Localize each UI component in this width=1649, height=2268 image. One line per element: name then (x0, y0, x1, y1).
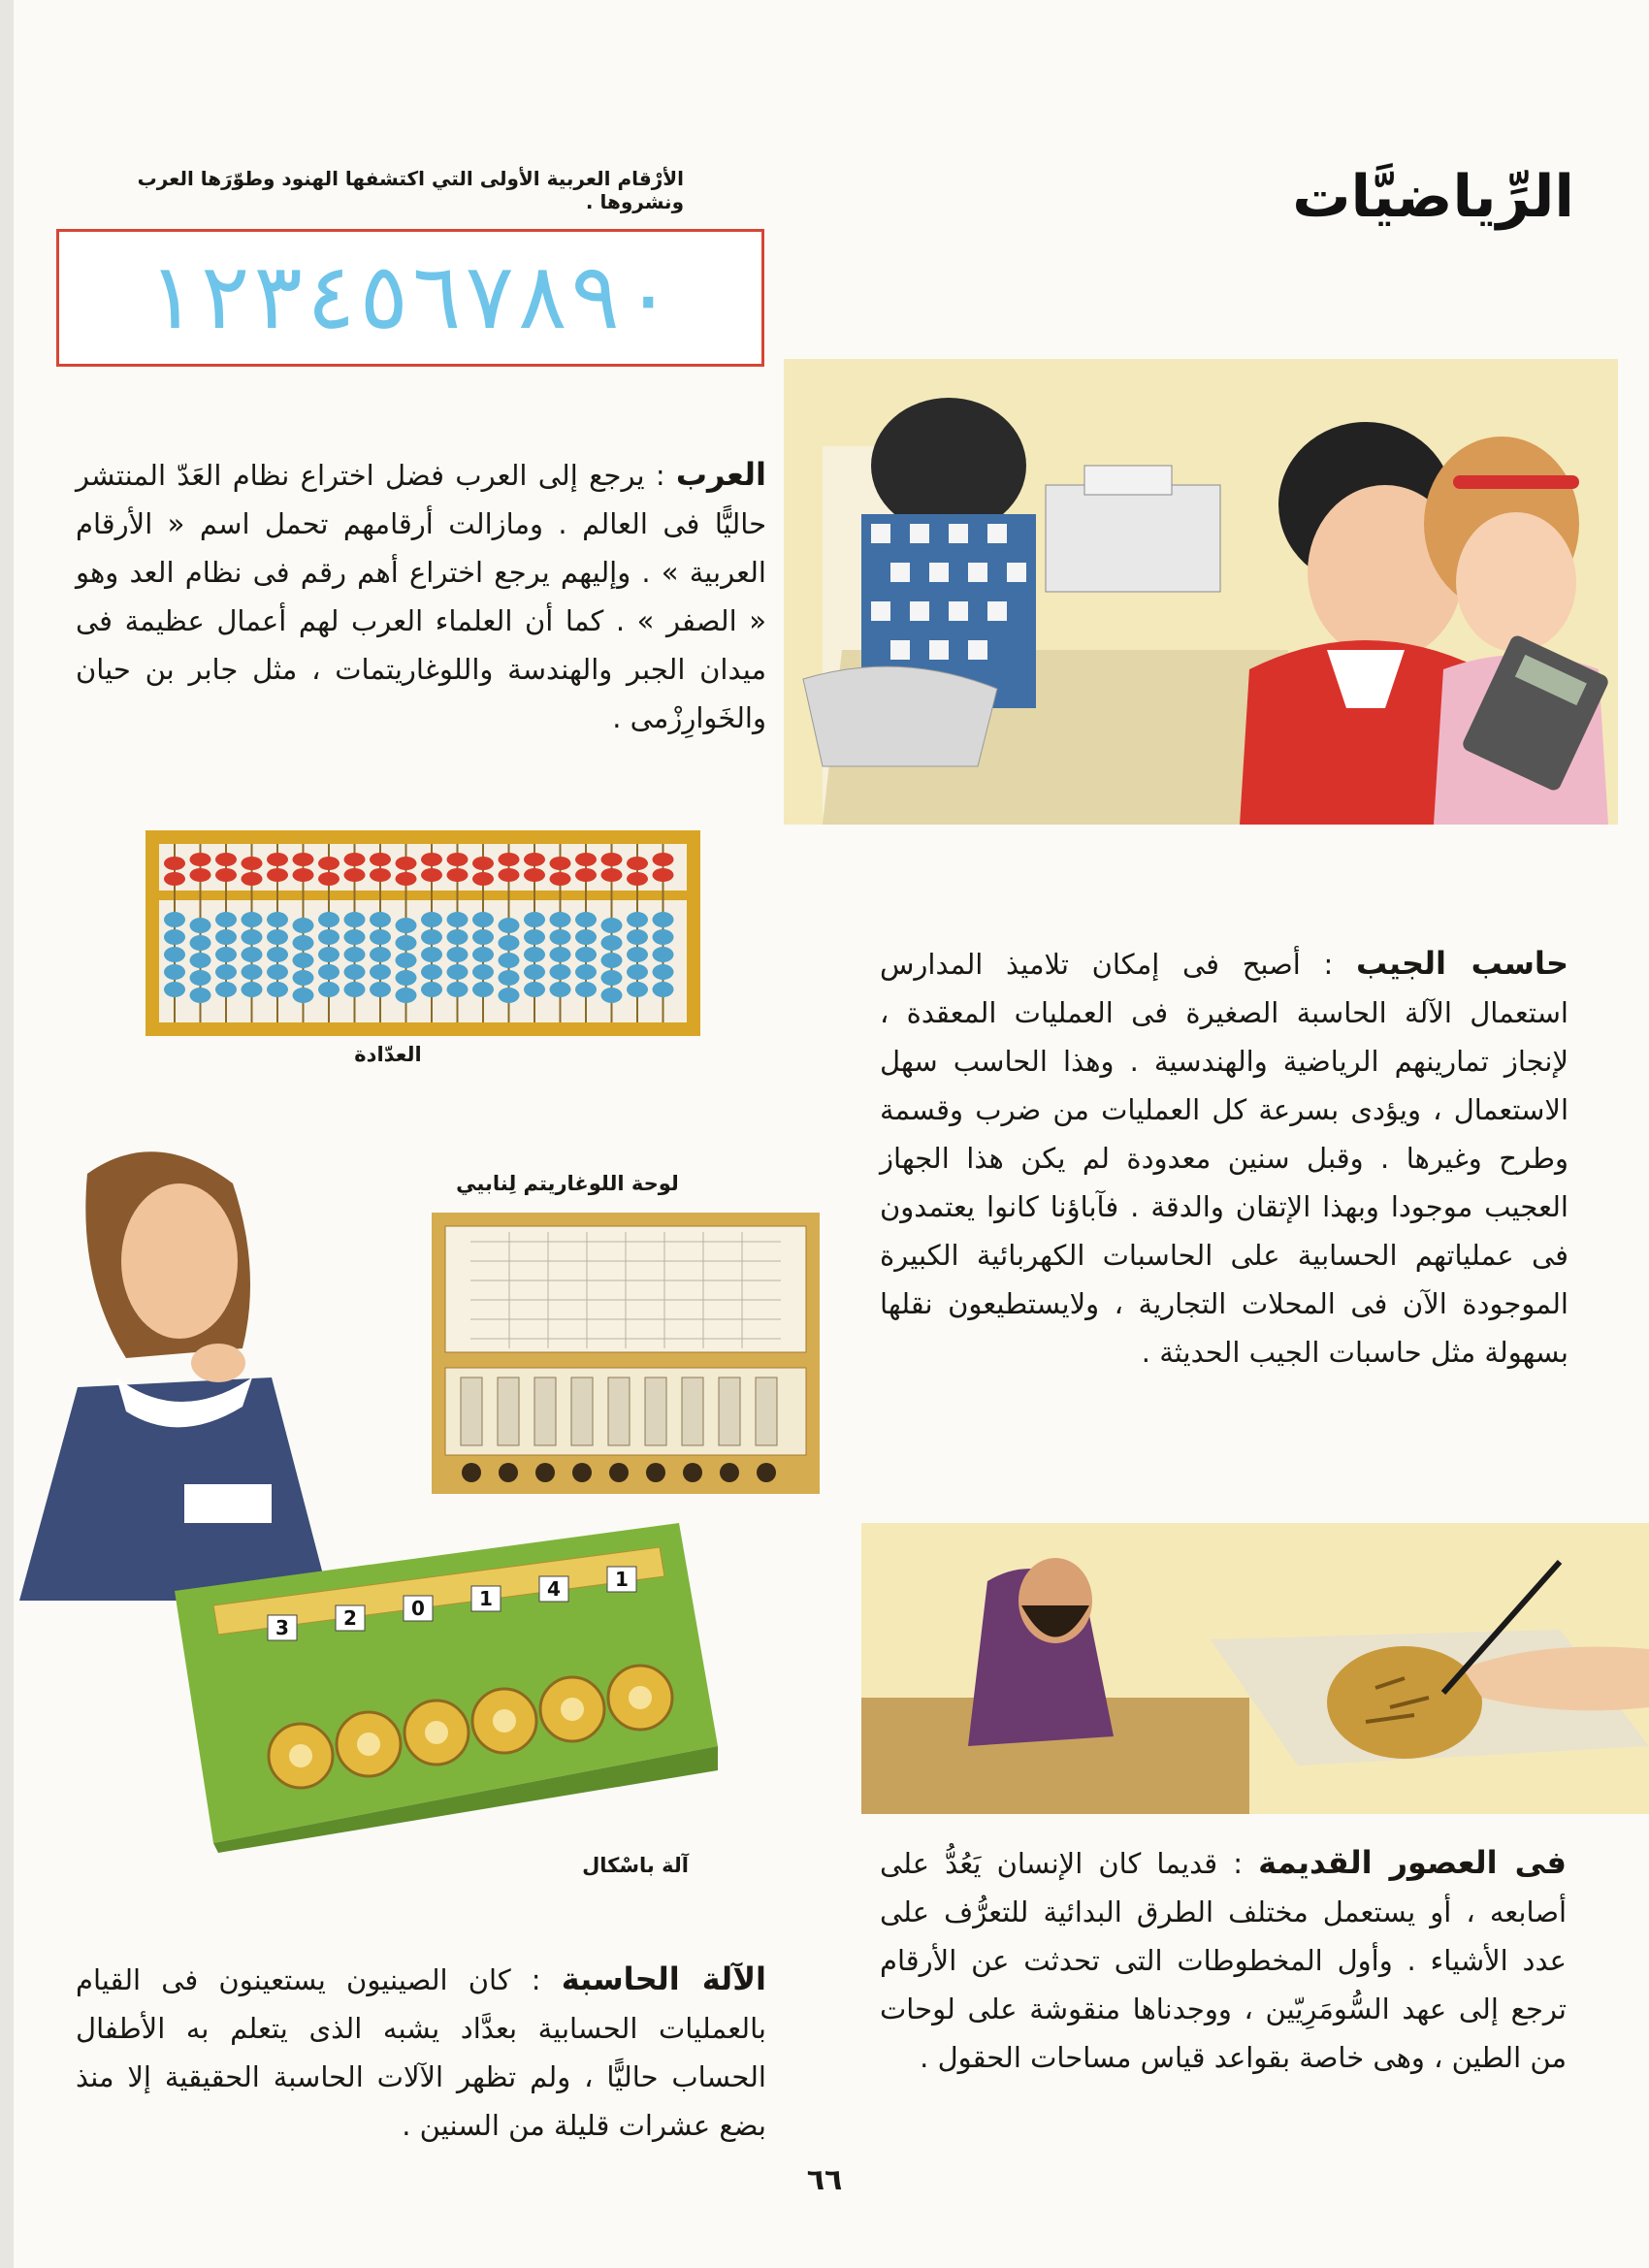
numeral-digit: ٢ (201, 244, 250, 350)
abacus-lower-bead (344, 964, 366, 980)
abacus-lower-bead (472, 912, 494, 927)
abacus-lower-bead (190, 988, 211, 1003)
abacus-upper-bead (627, 857, 648, 870)
abacus-lower-bead (653, 912, 674, 927)
pascaline-digit: 4 (547, 1577, 561, 1601)
abacus-lower-bead (550, 964, 571, 980)
abacus-lower-bead (601, 953, 623, 968)
abacus-upper-bead (421, 868, 442, 882)
abacus-lower-bead (524, 982, 545, 997)
abacus-lower-bead (575, 964, 597, 980)
abacus-upper-bead (447, 853, 469, 866)
abacus-lower-bead (575, 912, 597, 927)
abacus-upper-bead (421, 853, 442, 866)
abacus-lower-bead (627, 947, 648, 962)
abacus-lower-bead (267, 912, 288, 927)
abacus-lower-bead (499, 935, 520, 951)
abacus-lower-bead (653, 982, 674, 997)
abacus-lower-bead (499, 988, 520, 1003)
abacus-lower-bead (215, 912, 237, 927)
abacus-lower-bead (190, 953, 211, 968)
children-calculator-illustration (784, 359, 1618, 825)
ancient-times-body: : قديما كان الإنسان يَعُدُّ على أصابعه ، أو يستعمل مختلف الطرق البدائية للتعرُّف على عدد الأشياء . وأول المخطوطات التى تحدثت عن الأرقام ترجع إلى عهد السُّومَرِيّين ، ووجدناها منقوشة على لوحات من الطين ، وهى خاصة بقواعد قياس مساحات الحقول . (880, 1847, 1567, 2074)
pocket-calculator-body: : أصبح فى إمكان تلاميذ المدارس استعمال الآلة الحاسبة الصغيرة فى العمليات المعقدة ، لإنجاز تمارينهم الرياضية والهندسية . وهذا الحاسب سهل الاستعمال ، ويؤدى بسرعة كل العمليات من ضرب وقسمة وطرح وغيرها . وقبل سنين معدودة لم يكن هذا الجهاز العجيب موجودا وبهذا الإتقان والدقة . فآباؤنا كانوا يعتمدون فى عملياتهم الحسابية على الحاسبات الكهربائية الكبيرة الموجودة الآن فى المحلات التجارية ، ولايستطيعون نقلها بسهولة مثل حاسبات الجيب الحديثة . (880, 948, 1568, 1369)
calculating-machine-body: : كان الصينيون يستعينون فى القيام بالعمليات الحسابية بعدَّاد يشبه الذى يتعلم به الأطفال الحساب حاليًّا ، ولم تظهر الآلات الحاسبة الحقيقية إلا منذ بضع عشرات قليلة من السنين . (76, 1963, 766, 2142)
abacus-lower-bead (293, 988, 314, 1003)
abacus-upper-bead (627, 872, 648, 886)
abacus-lower-bead (447, 929, 469, 945)
pascaline-digit: 0 (411, 1597, 425, 1620)
abacus-upper-bead (653, 853, 674, 866)
abacus-lower-bead (267, 982, 288, 997)
abacus-lower-bead (370, 947, 391, 962)
abacus-upper-bead (524, 853, 545, 866)
abacus-upper-bead (575, 853, 597, 866)
abacus-lower-bead (472, 964, 494, 980)
abacus-upper-bead (499, 853, 520, 866)
abacus-upper-bead (164, 857, 185, 870)
abacus-lower-bead (190, 918, 211, 933)
abacus-lower-bead (421, 947, 442, 962)
abacus-lower-bead (499, 953, 520, 968)
numeral-digit: ٣ (253, 244, 303, 350)
ancient-times-paragraph (880, 1838, 1567, 2082)
abacus-lower-bead (370, 912, 391, 927)
abacus-upper-bead (164, 872, 185, 886)
abacus-lower-bead (318, 964, 340, 980)
abacus-lower-bead (627, 929, 648, 945)
pascaline-caption: آلة باسْكال (582, 1854, 689, 1877)
numeral-digit: ٩ (570, 244, 620, 350)
abacus-lower-bead (318, 947, 340, 962)
abacus-upper-bead (293, 853, 314, 866)
abacus-lower-bead (421, 929, 442, 945)
abacus-lower-bead (447, 964, 469, 980)
abacus-lower-bead (653, 929, 674, 945)
abacus-lower-bead (370, 964, 391, 980)
abacus-upper-bead (601, 868, 623, 882)
abacus-upper-bead (524, 868, 545, 882)
page-edge (0, 0, 14, 2268)
abacus-upper-bead (370, 868, 391, 882)
abacus-lower-bead (472, 929, 494, 945)
abacus-lower-bead (447, 982, 469, 997)
numeral-digit: ٦ (412, 244, 462, 350)
abacus-lower-bead (215, 947, 237, 962)
pascaline-digit: 2 (343, 1606, 357, 1630)
abacus-lower-bead (318, 982, 340, 997)
page-title: الرِّياضيَّات (1292, 163, 1574, 231)
abacus-lower-bead (215, 982, 237, 997)
abacus-caption: العدّادة (354, 1043, 422, 1066)
abacus-lower-bead (164, 982, 185, 997)
pocket-calculator-paragraph (880, 939, 1568, 1377)
abacus-illustration (146, 830, 700, 1036)
abacus-lower-bead (215, 929, 237, 945)
abacus-lower-bead (421, 982, 442, 997)
abacus-lower-bead (601, 970, 623, 986)
numeral-digit: ١ (147, 244, 197, 350)
abacus-upper-bead (267, 868, 288, 882)
abacus-upper-bead (318, 857, 340, 870)
abacus-lower-bead (370, 982, 391, 997)
abacus-lower-bead (242, 912, 263, 927)
abacus-lower-bead (164, 929, 185, 945)
numerals-box (56, 229, 764, 367)
abacus-upper-bead (472, 857, 494, 870)
abacus-lower-bead (267, 947, 288, 962)
abacus-lower-bead (524, 929, 545, 945)
abacus-upper-bead (447, 868, 469, 882)
abacus-lower-bead (267, 929, 288, 945)
abacus-lower-bead (293, 953, 314, 968)
abacus-upper-bead (318, 872, 340, 886)
abacus-lower-bead (499, 970, 520, 986)
abacus-lower-bead (601, 988, 623, 1003)
abacus-lower-bead (396, 935, 417, 951)
abacus-lower-bead (653, 964, 674, 980)
abacus-upper-bead (344, 853, 366, 866)
abacus-lower-bead (575, 929, 597, 945)
napier-caption: لوحة اللوغاريتم لِنابيي (456, 1172, 679, 1195)
abacus-upper-bead (267, 853, 288, 866)
abacus-upper-bead (396, 857, 417, 870)
abacus-lower-bead (293, 935, 314, 951)
ancient-tablet-illustration (861, 1523, 1649, 1814)
abacus-lower-bead (293, 970, 314, 986)
abacus-lower-bead (242, 947, 263, 962)
pascaline-digit: 3 (275, 1616, 289, 1639)
abacus-lower-bead (524, 964, 545, 980)
abacus-lower-bead (550, 982, 571, 997)
abacus-upper-bead (575, 868, 597, 882)
abacus-lower-bead (318, 912, 340, 927)
abacus-upper-bead (242, 872, 263, 886)
numerals-caption: الأرْقام العربية الأولى التي اكتشفها الهنود وطوّرَها العرب ونشروها . (137, 167, 684, 213)
abacus-lower-bead (242, 964, 263, 980)
abacus-lower-bead (524, 947, 545, 962)
abacus-lower-bead (421, 964, 442, 980)
abacus-lower-bead (318, 929, 340, 945)
abacus-lower-bead (524, 912, 545, 927)
abacus-upper-bead (601, 853, 623, 866)
abacus-lower-bead (550, 947, 571, 962)
numeral-digit: ٥ (359, 244, 408, 350)
abacus-lower-bead (242, 982, 263, 997)
abacus-lower-bead (601, 935, 623, 951)
abacus-lower-bead (627, 912, 648, 927)
abacus-lower-bead (164, 964, 185, 980)
abacus-lower-bead (344, 947, 366, 962)
numeral-digit: ٠ (624, 244, 673, 350)
abacus-lower-bead (370, 929, 391, 945)
abacus-lower-bead (627, 964, 648, 980)
abacus-upper-bead (472, 872, 494, 886)
abacus-upper-bead (550, 872, 571, 886)
abacus-upper-bead (190, 853, 211, 866)
calculating-machine-heading: الآلة الحاسبة (561, 1960, 766, 1997)
pocket-calculator-heading: حاسب الجيب (1356, 945, 1569, 982)
abacus-upper-bead (215, 853, 237, 866)
abacus-lower-bead (344, 929, 366, 945)
abacus-lower-bead (550, 929, 571, 945)
pascaline-digit: 1 (479, 1587, 493, 1610)
napier-board-illustration (432, 1213, 820, 1494)
abacus-lower-bead (575, 982, 597, 997)
abacus-lower-bead (344, 982, 366, 997)
abacus-lower-bead (421, 912, 442, 927)
abacus-lower-bead (601, 918, 623, 933)
numeral-digit: ٨ (518, 244, 567, 350)
abacus-lower-bead (447, 912, 469, 927)
abacus-lower-bead (293, 918, 314, 933)
pascaline-digit: 1 (615, 1568, 629, 1591)
abacus-lower-bead (164, 912, 185, 927)
abacus-lower-bead (447, 947, 469, 962)
abacus-lower-bead (499, 918, 520, 933)
abacus-lower-bead (396, 953, 417, 968)
abacus-upper-bead (499, 868, 520, 882)
arabs-paragraph (76, 450, 766, 742)
abacus-upper-bead (242, 857, 263, 870)
ancient-times-heading: فى العصور القديمة (1258, 1844, 1568, 1881)
abacus-lower-bead (190, 970, 211, 986)
abacus-upper-bead (215, 868, 237, 882)
abacus-lower-bead (396, 988, 417, 1003)
abacus-upper-bead (344, 868, 366, 882)
abacus-upper-bead (550, 857, 571, 870)
abacus-upper-bead (653, 868, 674, 882)
abacus-lower-bead (396, 970, 417, 986)
abacus-upper-bead (293, 868, 314, 882)
abacus-lower-bead (472, 982, 494, 997)
abacus-lower-bead (190, 935, 211, 951)
abacus-upper-bead (370, 853, 391, 866)
abacus-lower-bead (575, 947, 597, 962)
abacus-lower-bead (164, 947, 185, 962)
abacus-lower-bead (215, 964, 237, 980)
numeral-digit: ٧ (465, 244, 514, 350)
abacus-lower-bead (472, 947, 494, 962)
abacus-lower-bead (242, 929, 263, 945)
abacus-lower-bead (267, 964, 288, 980)
numeral-digit: ٤ (307, 244, 356, 350)
abacus-lower-bead (344, 912, 366, 927)
abacus-upper-bead (396, 872, 417, 886)
abacus-lower-bead (396, 918, 417, 933)
arabs-body: : يرجع إلى العرب فضل اختراع نظام العَدّ المنتشر حاليًّا فى العالم . ومازالت أرقامهم تحمل اسم « الأرقام العربية » . وإليهم يرجع اختراع أهم رقم فى نظام العد وهو « الصفر » . كما أن العلماء العرب لهم أعمال عظيمة فى ميدان الجبر والهندسة واللوغاريتمات ، مثل جابر بن حيان والخَوارِزْمى . (76, 459, 766, 734)
arabs-heading: العرب (675, 456, 766, 493)
abacus-lower-bead (627, 982, 648, 997)
abacus-upper-bead (190, 868, 211, 882)
pascaline-illustration (175, 1523, 718, 1853)
calculating-machine-paragraph (76, 1955, 766, 2150)
abacus-lower-bead (550, 912, 571, 927)
page-number: ٦٦ (806, 2163, 843, 2197)
abacus-lower-bead (653, 947, 674, 962)
